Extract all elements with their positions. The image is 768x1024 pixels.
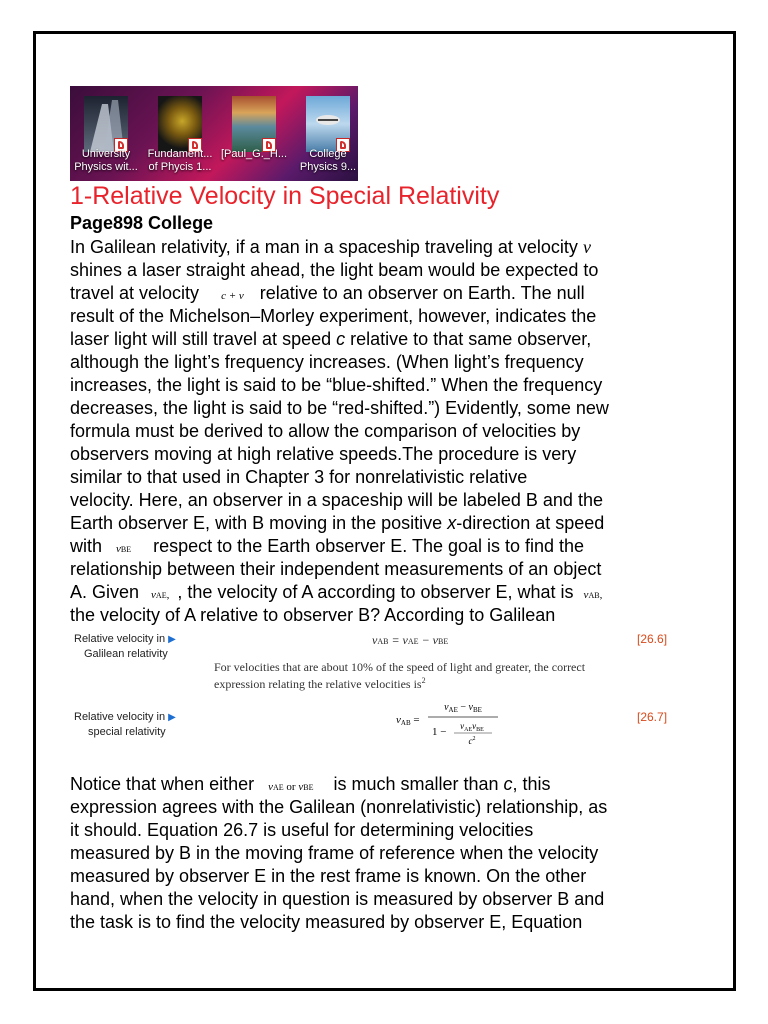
- text-line: although the light’s frequency increases. (When light’s frequency: [70, 352, 584, 372]
- pdf-file-icon[interactable]: [158, 96, 202, 152]
- text-line: result of the Michelson–Morley experiment, however, indicates the: [70, 306, 597, 326]
- text-line: laser light will still travel at speed c relative to that same observer,: [70, 329, 592, 349]
- text-line: increases, the light is said to be “blue-shifted.” When the frequency: [70, 375, 603, 395]
- text-line: measured by observer E in the rest frame is known. On the other: [70, 866, 587, 886]
- text-line: measured by B in the moving frame of reference when the velocity: [70, 843, 599, 863]
- pdf-file-icon[interactable]: [232, 96, 276, 152]
- text-line: it should. Equation 26.7 is useful for determining velocities: [70, 820, 534, 840]
- math-v-ae: vAE,: [151, 589, 170, 601]
- text-line: similar to that used in Chapter 3 for nonrelativistic relative: [70, 467, 528, 487]
- text-line: expression agrees with the Galilean (nonrelativistic) relationship, as: [70, 797, 608, 817]
- text-line: velocity. Here, an observer in a spaceship will be labeled B and the: [70, 490, 603, 510]
- text-line: A. Given vAE, , the velocity of A according to observer E, what is vAB,: [70, 582, 603, 602]
- svg-text:vAB =: vAB =: [396, 714, 420, 727]
- margin-label-galilean: Relative velocity in ▶ Galilean relativity: [74, 633, 176, 660]
- page-reference: Page898 College: [70, 213, 214, 233]
- margin-label-special: Relative velocity in ▶ special relativity: [74, 711, 176, 738]
- math-v-ab: vAB,: [583, 589, 603, 601]
- file-label[interactable]: College Physics 9...: [299, 148, 357, 173]
- triangle-marker-icon: ▶: [168, 634, 176, 645]
- math-c-plus-v: c + v: [221, 290, 244, 302]
- text-line: Notice that when either vAE or vBE is much smaller than c, this: [70, 774, 551, 794]
- math-v-be: vBE: [116, 543, 132, 555]
- text-line: the task is to find the velocity measured by observer E, Equation: [70, 912, 583, 932]
- svg-text:c2: $c^2$: [468, 736, 476, 746]
- text-line: relationship between their independent measurements of an object: [70, 559, 602, 579]
- equation-number: [26.6]: [637, 632, 668, 646]
- svg-text:vAE − vBE: $v_{AE} - v_{BE}$: [444, 702, 482, 714]
- file-label[interactable]: [Paul_G._H...: [220, 148, 288, 160]
- triangle-marker-icon: ▶: [168, 712, 176, 723]
- equation-26-6: vAB = vAE − vBE: [372, 633, 449, 647]
- text-line: hand, when the velocity in question is measured by observer B and: [70, 889, 605, 909]
- text-line: observers moving at high relative speeds.The procedure is very: [70, 444, 577, 464]
- text-line: the velocity of A relative to observer B? According to Galilean: [70, 605, 556, 625]
- equation-note: For velocities that are about 10% of the speed of light and greater, the correct expression relating the relative velocities $is^2$: [214, 660, 586, 691]
- pdf-file-icon[interactable]: [306, 96, 350, 152]
- math-vae-or-vbe: vAE or vBE: [268, 781, 314, 793]
- text-line: In Galilean relativity, if a man in a spaceship traveling at velocity v: [70, 237, 591, 257]
- file-label[interactable]: Fundament... of Phycis 1...: [147, 148, 213, 173]
- text-line: decreases, the light is said to be “red-shifted.”) Evidently, some new: [70, 398, 609, 418]
- equation-number: [26.7]: [637, 710, 668, 724]
- text-line: Earth observer E, with B moving in the positive x-direction at speed: [70, 513, 605, 533]
- svg-text:vAEvBE: $v_{AE}v_{BE}$: [460, 721, 484, 733]
- text-line: with vBE respect to the Earth observer E. The goal is to find the: [70, 536, 585, 556]
- section-title: 1-Relative Velocity in Special Relativity: [70, 182, 500, 210]
- text-line: shines a laser straight ahead, the light beam would be expected to: [70, 260, 599, 280]
- pdf-file-icon[interactable]: [84, 96, 128, 152]
- equation-figure: [70, 627, 690, 757]
- desktop-icons-screenshot: [70, 86, 358, 181]
- equation-26-7: [390, 699, 510, 751]
- svg-text:1 −: 1 −: [432, 726, 447, 738]
- file-label[interactable]: University Physics wit...: [74, 148, 138, 173]
- text-line: travel at velocity c + v relative to an observer on Earth. The null: [70, 283, 585, 303]
- text-line: formula must be derived to allow the comparison of velocities by: [70, 421, 581, 441]
- math-v: v: [582, 237, 591, 257]
